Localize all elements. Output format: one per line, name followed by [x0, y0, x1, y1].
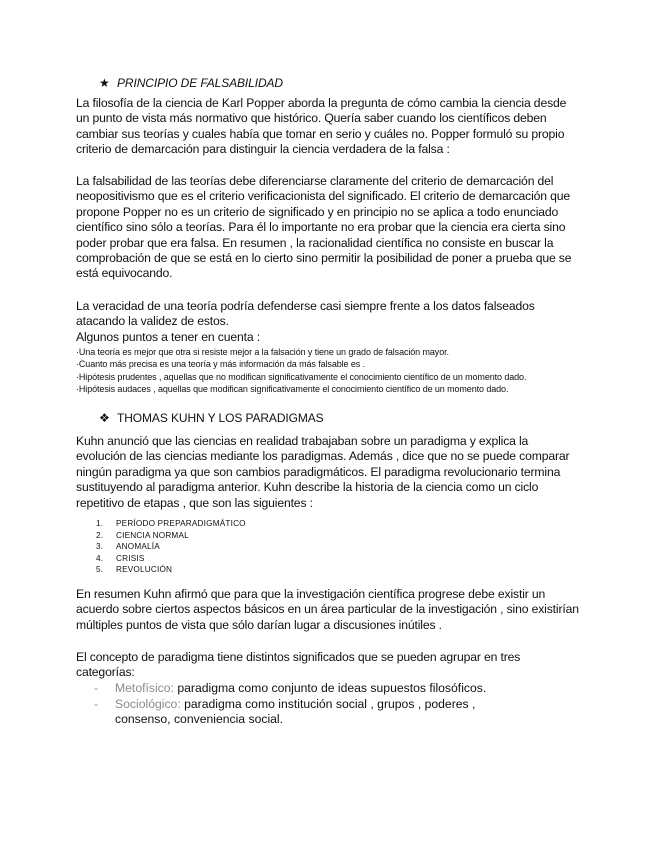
popper-paragraph-1: La filosofía de la ciencia de Karl Popper aborda la pregunta de cómo cambia la ciencia desde un punto de vista más normativo que histórico. Quería saber cuando los científicos deben cambiar sus teorías y cuales había que tomar en serio y cuáles no. Popper formuló su propio criterio de demarcación para distinguir la ciencia verdadera de la falsa :: [76, 96, 567, 157]
section-title: THOMAS KUHN Y LOS PARADIGMAS: [117, 411, 324, 425]
section-heading-kuhn: [99, 411, 324, 425]
category-term: Sociológico:: [115, 696, 181, 711]
list-item: 3. ANOMALÍA: [96, 542, 160, 552]
list-item: ·Hipótesis audaces , aquellas que modifican significativamente el conocimiento científico de un momento dado.: [76, 384, 509, 395]
list-item: ·Una teoría es mejor que otra si resiste mejor a la falsación y tiene un grado de falsación mayor.: [76, 347, 449, 357]
diamond-bullet-icon: ❖: [99, 411, 110, 425]
kuhn-paragraph-3: El concepto de paradigma tiene distintos significados que se pueden agrupar en tres categorías:: [76, 650, 521, 680]
dash-bullet: -: [94, 696, 99, 711]
dash-bullet: -: [94, 681, 99, 695]
list-item: [94, 681, 534, 697]
list-item: 4. CRISIS: [96, 553, 145, 563]
section-title: PRINCIPIO DE FALSABILIDAD: [117, 76, 283, 90]
category-text: paradigma como conjunto de ideas supuestos filosóficos.: [173, 681, 487, 695]
popper-paragraph-3: La veracidad de una teoría podría defenderse casi siempre frente a los datos falseados atacando la validez de estos. Algunos puntos a tener en cuenta :: [76, 299, 581, 345]
list-item: 1. PERÍODO PREPARADIGMÁTICO: [96, 519, 246, 528]
section-heading-popper: [99, 76, 283, 90]
kuhn-paragraph-1: Kuhn anunció que las ciencias en realidad trabajaban sobre un paradigma y explica la evolución de las ciencias mediante los paradigmas. Además , dice que no se puede comparar ningún paradigma ya que son cambios paradigmáticos. El paradigma revolucionario termina sustituyendo al paradigma anterior. Kuhn describe la historia de la ciencia como un ciclo repetitivo de etapas , que son las siguientes :: [76, 434, 570, 510]
list-item: ·Cuanto más precisa es una teoría y más información da más falsable es .: [76, 359, 365, 370]
category-text: paradigma como institución social , grupos , poderes , consenso, conveniencia social.: [115, 696, 476, 727]
list-item: 5. REVOLUCIÓN: [96, 565, 173, 575]
list-item: [94, 697, 534, 728]
kuhn-stages-list: [96, 518, 396, 576]
list-item: ·Hipótesis prudentes , aquellas que no modifican significativamente el conocimiento científico de un momento dado.: [76, 371, 527, 382]
points-intro: Algunos puntos a tener en cuenta :: [76, 329, 260, 344]
kuhn-categories-list: [94, 681, 534, 728]
kuhn-paragraph-2: En resumen Kuhn afirmó que para que la investigación científica progrese debe existir un acuerdo sobre ciertos aspectos básicos en un área particular de la investigación , sino existirían múltiples puntos de vista que sólo darían lugar a discusiones inútiles .: [76, 587, 579, 632]
popper-points-list: [76, 346, 616, 396]
category-term: Metofísico:: [115, 681, 174, 695]
popper-paragraph-2: La falsabilidad de las teorías debe diferenciarse claramente del criterio de demarcación del neopositivismo que es el criterio verificacionista del significado. El criterio de demarcación que propone Popper no es un criterio de significado y en principio no se aplica a todo enunciado científico sino sólo a teorías. Para él lo importante no era probar que la ciencia era cierta sino poder probar que era falsa. En resumen , la racionalidad científica no consiste en buscar la comprobación de que se está en lo cierto sino permitir la posibilidad de poner a prueba que se está equivocando.: [76, 174, 572, 281]
list-item: 2. CIENCIA NORMAL: [96, 530, 189, 540]
star-icon: ★: [99, 76, 110, 90]
